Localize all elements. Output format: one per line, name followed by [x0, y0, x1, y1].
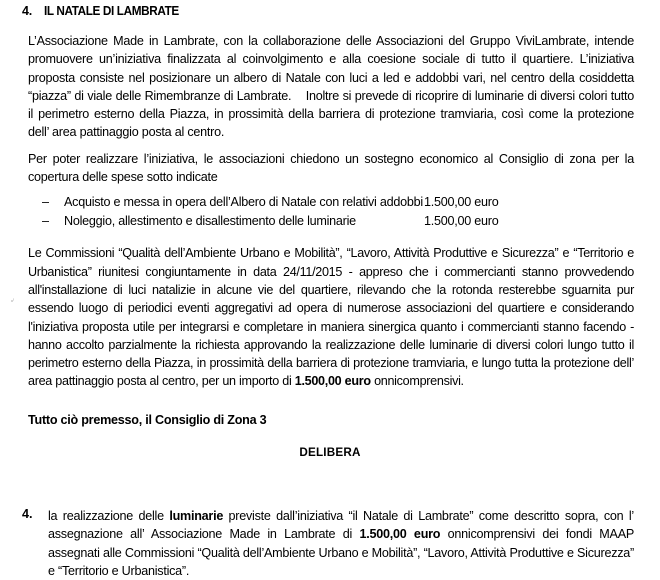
resolution-bold-amount: 1.500,00 euro	[359, 527, 441, 542]
expense-label: Noleggio, allestimento e disallestimento delle luminarie	[64, 213, 356, 228]
resolution-bold-luminarie: luminarie	[169, 508, 224, 523]
delibera-heading: DELIBERA	[299, 444, 361, 459]
commissions-amount: 1.500,00 euro	[294, 374, 371, 389]
scan-speck	[13, 298, 14, 301]
resolution-text-b: previste dall’iniziativa “il Natale di Lambrate” come descritto sopra, con l’ assegnazione all’ Associazione Made in Lambrate di	[48, 508, 634, 542]
section-heading	[22, 0, 660, 18]
commissions-text-a: Le Commissioni “Qualità dell’Ambiente Urbano e Mobilità”, “Lavoro, Attività Produttive e Sicurezza” e “Territorio e Urbanistica” riunitesi congiuntamente in data 24/11/2015 - appreso che i commercianti stanno provvedendo all'installazione di luci natalizie in alcune vie del quartiere, rilevando che la rotonda resterebbe sguarnita pur essendo luogo di periodici eventi aggregativi ad opera di numerose associazioni del quartiere e considerando l'iniziativa proposta utile per integrarsi e completare in maniera sinergica quanto i commercianti stanno facendo - hanno accolto parzialmente la richiesta approvando la realizzazione delle luminarie di diversi colori lungo tutto il perimetro esterno della Piazza, in prossimità della barriera di protezione tramviaria, e lungo tutta la protezione dell’ area pattinaggio posta al centro, per un importo di	[28, 246, 634, 389]
request-paragraph: Per poter realizzare l’iniziativa, le associazioni chiedono un sostegno economico al Consiglio di zona per la copertura delle spese sotto indicate	[28, 151, 634, 185]
list-item	[42, 212, 660, 231]
commissions-paragraph-block	[28, 244, 634, 390]
list-item	[42, 193, 660, 212]
dash-bullet-icon: –	[42, 195, 49, 210]
expense-list	[0, 193, 660, 230]
expense-label: Acquisto e messa in opera dell’Albero di Natale con relativi addobbi	[64, 195, 423, 210]
resolution-text	[48, 507, 634, 580]
intro-paragraph-part-b: Inoltre si prevede di ricoprire di luminarie di diversi colori tutto il perimetro esterno della Piazza, in prossimità della barriera di protezione tramviaria, così come la protezione dell’ area pattinaggio posta al centro.	[28, 88, 634, 140]
expense-amount: 1.500,00 euro	[424, 213, 499, 228]
intro-paragraph	[28, 32, 634, 142]
commissions-text-b: onnicomprensivi.	[370, 374, 464, 389]
request-paragraph-block	[28, 150, 634, 187]
resolution-text-a: la realizzazione delle	[48, 508, 170, 523]
section-heading-title: IL NATALE DI LAMBRATE	[44, 4, 179, 18]
expense-amount: 1.500,00 euro	[424, 195, 499, 210]
intro-paragraph-block	[28, 32, 634, 142]
resolution-number: 4.	[22, 506, 33, 521]
resolution-text-c: onnicomprensivi dei fondi MAAP assegnati alle Commissioni “Qualità dell’Ambiente Urbano e Mobilità”, “Lavoro, Attività Produttive e Sicurezza” e “Territorio e Urbanistica”.	[48, 527, 635, 578]
commissions-paragraph	[28, 244, 634, 390]
resolution-item	[22, 507, 634, 580]
intro-paragraph-part-a: L’Associazione Made in Lambrate, con la collaborazione delle Associazioni del Gruppo ViviLambrate, intende promuovere un’iniziativa finalizzata al coinvolgimento e alla coesione sociale di tutto il quartiere. L’iniziativa proposta consiste nel posizionare un albero di Natale con luci a led e addobbi vari, nel centro della cosiddetta “piazza” di viale delle Rimembranze di Lambrate.	[28, 34, 634, 103]
section-heading-number: 4.	[22, 4, 33, 18]
dash-bullet-icon: –	[42, 213, 49, 228]
premise-line: Tutto ciò premesso, il Consiglio di Zona 3	[28, 412, 267, 427]
